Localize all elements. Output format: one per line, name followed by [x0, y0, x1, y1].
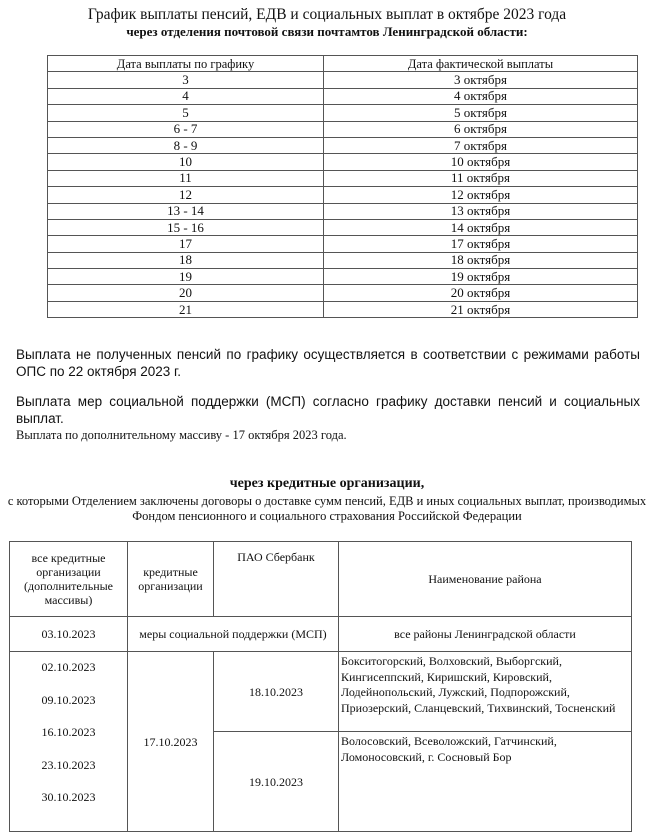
actual-date-cell: 14 октября [324, 219, 638, 235]
all-orgs-dates [10, 652, 128, 832]
schedule-row [48, 154, 638, 170]
planned-date-cell: 12 [48, 187, 324, 203]
header-district-name: Наименование района [339, 542, 632, 617]
actual-date-cell: 4 октября [324, 88, 638, 104]
schedule-row [48, 285, 638, 301]
actual-date-cell: 7 октября [324, 137, 638, 153]
actual-date-cell: 18 октября [324, 252, 638, 268]
planned-date-cell: 11 [48, 170, 324, 186]
schedule-header-row [48, 56, 638, 72]
all-date-5: 30.10.2023 [41, 790, 96, 804]
planned-date-cell: 6 - 7 [48, 121, 324, 137]
actual-date-cell: 17 октября [324, 236, 638, 252]
actual-date-cell: 19 октября [324, 269, 638, 285]
note-unpaid-pensions: Выплата не полученных пенсий по графику осуществляется в соответствии с режимами работы ОПС по 22 октября 2023 г. [16, 347, 640, 379]
header-sberbank: ПАО Сбербанк [214, 542, 339, 617]
planned-date-cell: 21 [48, 301, 324, 317]
schedule-row [48, 269, 638, 285]
sber-date-1: 18.10.2023 [214, 652, 339, 732]
schedule-row [48, 137, 638, 153]
schedule-row [48, 236, 638, 252]
planned-date-cell: 10 [48, 154, 324, 170]
note-msp-payment: Выплата мер социальной поддержки (МСП) согласно графику доставки пенсий и социальных выплат. [16, 394, 640, 426]
schedule-row [48, 170, 638, 186]
planned-date-cell: 5 [48, 105, 324, 121]
sber-date-2: 19.10.2023 [214, 732, 339, 832]
note-additional-array: Выплата по дополнительному массиву - 17 октября 2023 года. [16, 428, 347, 442]
page-title: График выплаты пенсий, ЕДВ и социальных выплат в октябре 2023 года [87, 6, 567, 23]
schedule-body [48, 72, 638, 318]
schedule-row [48, 88, 638, 104]
all-date-1: 02.10.2023 [41, 660, 96, 674]
planned-date-cell: 13 - 14 [48, 203, 324, 219]
planned-date-cell: 20 [48, 285, 324, 301]
schedule-row [48, 252, 638, 268]
msp-row [10, 617, 632, 652]
actual-date-cell: 6 октября [324, 121, 638, 137]
col-actual-date: Дата фактической выплаты [324, 56, 638, 72]
actual-date-cell: 11 октября [324, 170, 638, 186]
credit-header-row [10, 542, 632, 617]
header-credit-orgs: кредитные организации [128, 542, 214, 617]
planned-date-cell: 15 - 16 [48, 219, 324, 235]
actual-date-cell: 12 октября [324, 187, 638, 203]
districts-group-1: Бокситогорский, Волховский, Выборгский, Кингисеппский, Киришский, Кировский, Лодейнопольский, Лужский, Подпорожский, Приозерский, Сланцевский, Тихвинский, Тосненский [339, 652, 632, 732]
credit-orgs-date: 17.10.2023 [128, 652, 214, 832]
all-date-2: 09.10.2023 [41, 692, 96, 707]
planned-date-cell: 18 [48, 252, 324, 268]
districts-group-2: Волосовский, Всеволожский, Гатчинский, Ломоносовский, г. Сосновый Бор [339, 732, 632, 832]
msp-label: меры социальной поддержки (МСП) [128, 617, 339, 652]
schedule-row [48, 219, 638, 235]
planned-date-cell: 8 - 9 [48, 137, 324, 153]
credit-table [9, 541, 632, 832]
actual-date-cell: 10 октября [324, 154, 638, 170]
actual-date-cell: 20 октября [324, 285, 638, 301]
msp-date: 03.10.2023 [10, 617, 128, 652]
planned-date-cell: 19 [48, 269, 324, 285]
actual-date-cell: 13 октября [324, 203, 638, 219]
planned-date-cell: 3 [48, 72, 324, 88]
planned-date-cell: 17 [48, 236, 324, 252]
schedule-row [48, 187, 638, 203]
actual-date-cell: 5 октября [324, 105, 638, 121]
schedule-row [48, 72, 638, 88]
page-subtitle: через отделения почтовой связи почтамтов Ленинградской области: [126, 24, 528, 39]
schedule-row [48, 301, 638, 317]
all-date-4: 23.10.2023 [41, 757, 96, 772]
schedule-row [48, 105, 638, 121]
all-date-3: 16.10.2023 [41, 725, 96, 739]
actual-date-cell: 21 октября [324, 301, 638, 317]
credit-section-subtitle: с которыми Отделением заключены договоры о доставке сумм пенсий, ЕДВ и иных социальных выплат, производимых Фондом пенсионного и социального страхования Российской Федерации [7, 494, 647, 523]
credit-row-1 [10, 652, 632, 732]
col-planned-date: Дата выплаты по графику [48, 56, 324, 72]
schedule-row [48, 203, 638, 219]
credit-section-title: через кредитные организации, [229, 476, 425, 491]
planned-date-cell: 4 [48, 88, 324, 104]
schedule-row [48, 121, 638, 137]
actual-date-cell: 3 октября [324, 72, 638, 88]
header-all-credit-orgs: все кредитные организации (дополнительные массивы) [10, 542, 128, 617]
msp-district: все районы Ленинградской области [339, 617, 632, 652]
schedule-table [47, 55, 638, 318]
